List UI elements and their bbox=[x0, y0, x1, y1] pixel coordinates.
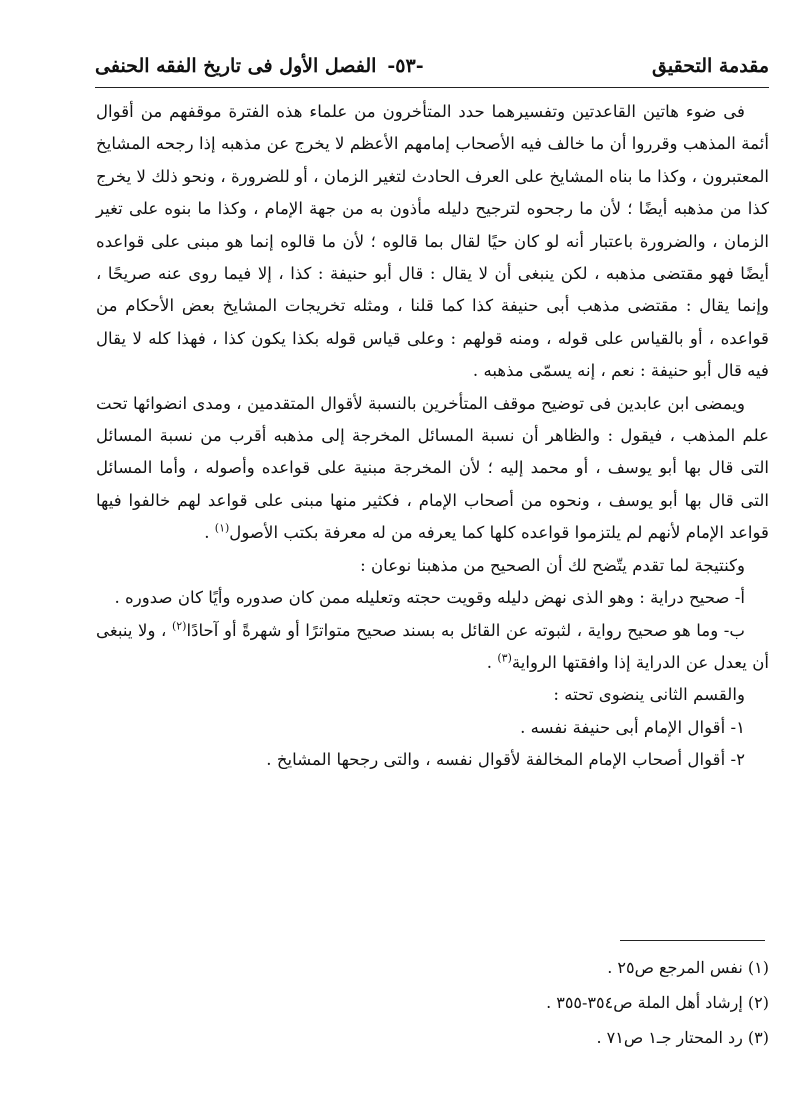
running-header-left: الفصل الأول فى تاريخ الفقه الحنفى bbox=[95, 55, 377, 77]
running-header-right: مقدمة التحقيق bbox=[652, 55, 769, 77]
header-divider bbox=[95, 87, 769, 88]
list-item: أ- صحيح دراية : وهو الذى نهض دليله وقويت حجته وتعليله ممن كان صدوره وأيًا كان صدوره . bbox=[114, 588, 745, 608]
footnote-ref[interactable]: (٣) bbox=[497, 651, 512, 665]
page-number: -٥٣- bbox=[387, 55, 424, 77]
paragraph-end: . bbox=[204, 523, 215, 543]
main-text bbox=[96, 96, 769, 777]
footnote-ref[interactable]: (٢) bbox=[171, 618, 187, 632]
footnote: (١) نفس المرجع ص٢٥ . bbox=[607, 958, 769, 977]
paragraph: والقسم الثانى ينضوى تحته : bbox=[553, 685, 745, 705]
paragraph: وكنتيجة لما تقدم يتّضح لك أن الصحيح من مذهبنا نوعان : bbox=[360, 555, 745, 575]
footnote: (٣) رد المحتار جـ١ ص٧١ . bbox=[596, 1028, 769, 1047]
paragraph bbox=[96, 388, 769, 550]
paragraph-end: . bbox=[486, 652, 498, 672]
paragraph: فى ضوء هاتين القاعدتين وتفسيرهما حدد المتأخرون من علماء هذه الفترة موقفهم من أقوال أئمة المذهب وقرروا أن ما خالف فيه الأصحاب إمامهم الأعظم لا يخرج عن مذهبه إذا رجحه المشايخ المعتبرون ، وكذا ما بناه المشايخ على العرف الحادث لتغير الزمان ، أو للضرورة ، ونحو ذلك لا يخرج كذا من مذهبه أيضًا ؛ لأن ما رجحوه لترجيح دليله مأذون به من جهة الإمام ، وكذا ما بنوه على تغير الزمان ، والضرورة باعتبار أنه لو كان حيًا لقال بما قالوه ؛ لأن ما قالوه إنما هو مبنى على قواعده أيضًا فهو مقتضى مذهبه ، لكن ينبغى أن لا يقال : قال أبو حنيفة : كذا ، إلا فيما روى عنه صريحًا ، وإنما يقال : مقتضى مذهب أبى حنيفة كذا كما قلنا ، ومثله تخريجات المشايخ بعض الأحكام من قواعده ، أو بالقياس على قوله ، ومنه قولهم : وعلى قياس قوله بكذا يكون كذا ، فهذا كله لا يقال فيه قال أبو حنيفة : نعم ، إنه يسمّى مذهبه . bbox=[96, 102, 769, 381]
footnote-divider bbox=[620, 940, 765, 941]
paragraph-text: ، ولا ينبغى أن يعدل عن الدراية إذا وافقتها الرواية bbox=[96, 620, 769, 672]
list-item: ١- أقوال الإمام أبى حنيفة نفسه . bbox=[520, 717, 745, 737]
paragraph-text: ويمضى ابن عابدين فى توضيح موقف المتأخرين بالنسبة لأقوال المتقدمين ، ومدى انضوائها تحت علم المذهب ، فيقول : والظاهر أن نسبة المسائل المخرجة إلى مذهبه أقرب من نسبة المسائل التى قال بها أبو يوسف ، أو محمد إليه ؛ لأن المخرجة مبنية على قواعده وأصوله ، وأما المسائل التى قال بها أبو يوسف ، ونحوه من أصحاب الإمام ، فكثير منها مبنى على قواعد لهم خالفوا فيها قواعد الإمام لأنهم لم يلتزموا قواعده كلها كما يعرفه من له معرفة بكتب الأصول bbox=[96, 393, 769, 543]
list-item bbox=[96, 615, 769, 680]
list-item: ٢- أقوال أصحاب الإمام المخالفة لأقوال نفسه ، والتى رجحها المشايخ . bbox=[266, 750, 745, 770]
paragraph-text: ب- وما هو صحيح رواية ، لثبوته عن القائل به بسند صحيح متواترًا أو شهرةً أو آحادًا bbox=[186, 620, 745, 640]
footnote-ref[interactable]: (١) bbox=[214, 521, 230, 535]
footnote: (٢) إرشاد أهل الملة ص٣٥٤-٣٥٥ . bbox=[546, 993, 769, 1012]
